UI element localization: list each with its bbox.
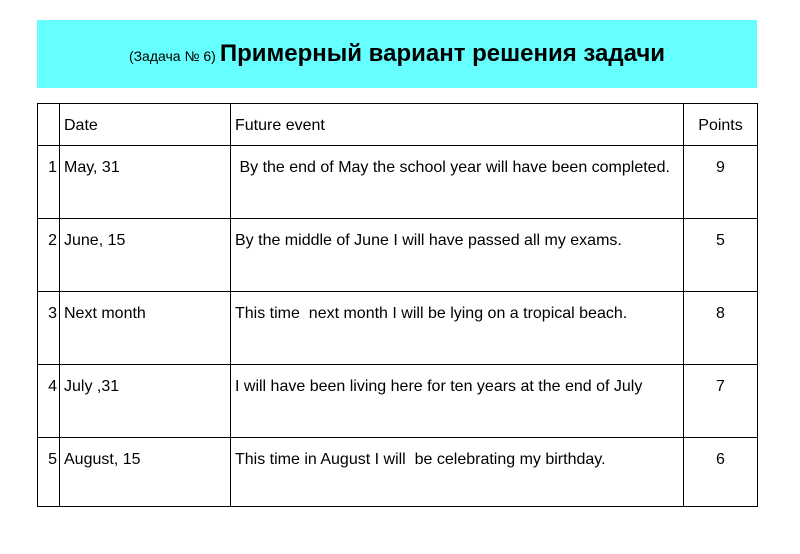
row-num: 2 [38, 219, 60, 292]
row-date: May, 31 [60, 146, 231, 219]
row-points: 9 [684, 146, 758, 219]
row-date: August, 15 [60, 438, 231, 507]
row-event: This time next month I will be lying on a tropical beach. [231, 292, 684, 365]
header-points: Points [684, 104, 758, 146]
table-row [38, 146, 758, 219]
row-event: I will have been living here for ten years at the end of July [231, 365, 684, 438]
row-event: By the end of May the school year will have been completed. [231, 146, 684, 219]
events-table [37, 103, 758, 507]
row-num: 4 [38, 365, 60, 438]
row-event: By the middle of June I will have passed all my exams. [231, 219, 684, 292]
table-row [38, 219, 758, 292]
row-num: 5 [38, 438, 60, 507]
row-date: June, 15 [60, 219, 231, 292]
table-row [38, 438, 758, 507]
row-num: 3 [38, 292, 60, 365]
row-event: This time in August I will be celebrating my birthday. [231, 438, 684, 507]
table-row [38, 292, 758, 365]
row-num: 1 [38, 146, 60, 219]
task-number-label: (Задача № 6) [128, 48, 216, 64]
row-date: July ,31 [60, 365, 231, 438]
row-points: 7 [684, 365, 758, 438]
row-points: 6 [684, 438, 758, 507]
title-banner [37, 20, 757, 88]
page-title: Примерный вариант решения задачи [219, 40, 666, 67]
table-header-row [38, 104, 758, 146]
header-date: Date [60, 104, 231, 146]
row-points: 8 [684, 292, 758, 365]
table-row [38, 365, 758, 438]
header-event: Future event [231, 104, 684, 146]
header-num [38, 104, 60, 146]
row-date: Next month [60, 292, 231, 365]
row-points: 5 [684, 219, 758, 292]
